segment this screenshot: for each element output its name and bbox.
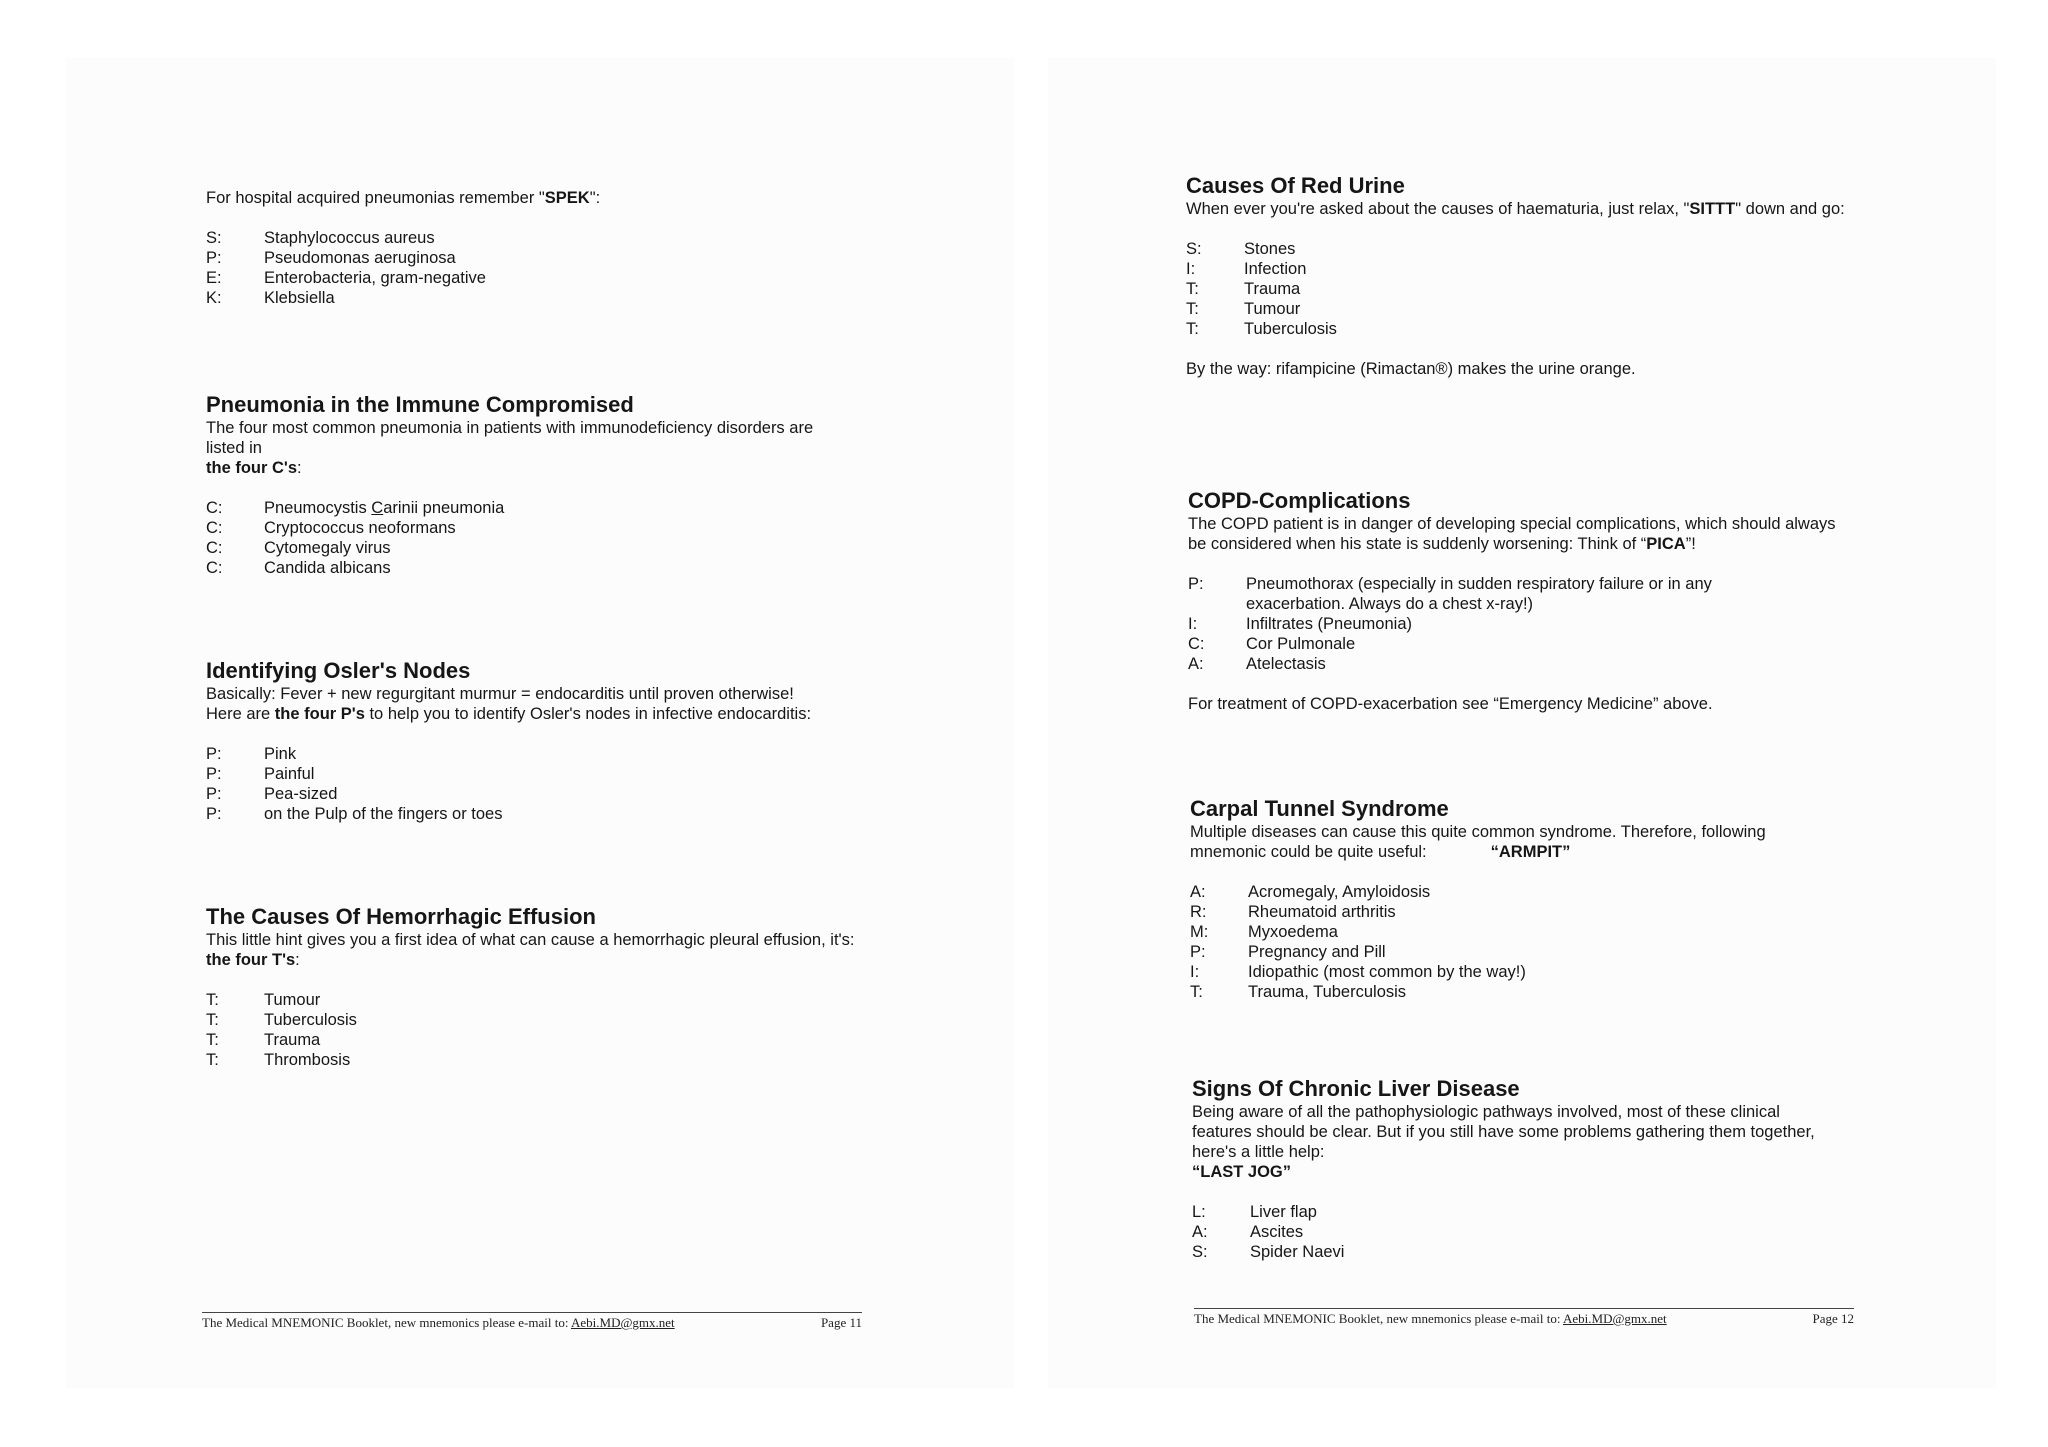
spek-intro-pre: For hospital acquired pneumonias remember " <box>206 189 545 207</box>
list-item <box>206 248 886 268</box>
list-item <box>206 990 906 1010</box>
footer-text <box>1194 1311 1667 1327</box>
copd-note: For treatment of COPD-exacerbation see “Emergency Medicine” above. <box>1188 695 1713 713</box>
page-footer <box>1194 1308 1854 1327</box>
list-item <box>206 288 886 308</box>
page-number: Page 11 <box>820 1315 862 1330</box>
list-item <box>1190 922 1850 942</box>
list-text: Ascites <box>1250 1223 1304 1241</box>
list-text: Enterobacteria, gram-negative <box>264 269 486 287</box>
list-text: Cor Pulmonale <box>1246 635 1356 653</box>
footer-email-link[interactable]: Aebi.MD@gmx.net <box>1562 1311 1667 1326</box>
list-item <box>1186 279 1846 299</box>
list-text: Rheumatoid arthritis <box>1248 903 1396 921</box>
immune-title: Pneumonia in the Immune Compromised <box>206 392 634 417</box>
list-text: on the Pulp of the fingers or toes <box>264 805 503 823</box>
liver-text: Being aware of all the pathophysiologic pathways involved, most of these clinical features should be clear. But if you still have some problems gathering them together, here's a little help: <box>1192 1103 1815 1161</box>
list-letter: S: <box>206 229 222 247</box>
page-12 <box>1048 58 1996 1388</box>
list-letter: T: <box>206 1051 219 1069</box>
list-item <box>206 498 906 518</box>
urine-title: Causes Of Red Urine <box>1186 173 1405 198</box>
list-letter: K: <box>206 289 222 307</box>
copd-list <box>1188 574 1848 674</box>
spek-intro-post: ": <box>589 189 601 207</box>
osler-line2-post: to help you to identify Osler's nodes in infective endocarditis: <box>364 705 812 723</box>
osler-list <box>206 744 926 824</box>
list-text-underlined: C <box>371 499 384 517</box>
urine-text-post: " down and go: <box>1735 200 1845 218</box>
effusion-title: The Causes Of Hemorrhagic Effusion <box>206 904 596 929</box>
copd-title: COPD-Complications <box>1188 488 1411 513</box>
list-letter: T: <box>1186 320 1199 338</box>
list-item <box>206 744 926 764</box>
footer-label: The Medical MNEMONIC Booklet, new mnemonics please e-mail to: <box>202 1315 571 1330</box>
effusion-lead-bold: the four T's <box>206 951 296 969</box>
list-letter: P: <box>206 805 222 823</box>
list-letter: S: <box>1192 1243 1208 1261</box>
liver-list <box>1192 1202 1852 1262</box>
copd-text-post: ”! <box>1685 535 1696 553</box>
list-item <box>206 1050 906 1070</box>
spek-section <box>206 188 886 308</box>
immune-lead <box>206 458 906 478</box>
immune-section <box>206 392 906 578</box>
list-letter: C: <box>206 559 223 577</box>
footer-text <box>202 1315 675 1331</box>
effusion-lead-post: : <box>295 951 300 969</box>
carpal-title: Carpal Tunnel Syndrome <box>1190 796 1449 821</box>
list-item <box>1186 239 1846 259</box>
list-text: Pregnancy and Pill <box>1248 943 1386 961</box>
immune-lead-bold: the four C's <box>206 459 298 477</box>
osler-line2 <box>206 704 926 724</box>
list-text: Painful <box>264 765 315 783</box>
list-text: Stones <box>1244 240 1296 258</box>
list-letter: P: <box>1188 575 1204 593</box>
copd-text <box>1188 514 1848 554</box>
urine-list <box>1186 239 1846 339</box>
list-item <box>1188 574 1848 614</box>
list-item <box>1190 882 1850 902</box>
page-11 <box>66 58 1014 1388</box>
list-letter: A: <box>1190 883 1206 901</box>
list-letter: P: <box>206 745 222 763</box>
list-letter: R: <box>1190 903 1207 921</box>
list-item <box>206 804 926 824</box>
list-text: Pea-sized <box>264 785 338 803</box>
list-letter: E: <box>206 269 222 287</box>
list-text: Trauma, Tuberculosis <box>1248 983 1407 1001</box>
list-letter: I: <box>1186 260 1196 278</box>
list-letter: A: <box>1188 655 1204 673</box>
effusion-list <box>206 990 906 1070</box>
list-letter: P: <box>206 785 222 803</box>
spek-intro-bold: SPEK <box>544 189 590 207</box>
liver-mnemonic: “LAST JOG” <box>1192 1163 1292 1181</box>
list-text: Staphylococcus aureus <box>264 229 435 247</box>
list-letter: L: <box>1192 1203 1206 1221</box>
list-item <box>1192 1222 1852 1242</box>
list-item <box>206 518 906 538</box>
list-letter: T: <box>206 991 219 1009</box>
list-item <box>1186 299 1846 319</box>
copd-text-pre: The COPD patient is in danger of developing special complications, which should always be considered when his state is suddenly worsening: Think of “ <box>1188 515 1836 553</box>
list-letter: P: <box>206 249 222 267</box>
urine-text-bold: SITTT <box>1689 200 1736 218</box>
list-text: Trauma <box>264 1031 321 1049</box>
list-text: Klebsiella <box>264 289 335 307</box>
effusion-section <box>206 904 906 1070</box>
carpal-line2-text: mnemonic could be quite useful: <box>1190 843 1427 861</box>
list-item <box>1192 1242 1852 1262</box>
list-text: Pink <box>264 745 297 763</box>
list-text: Idiopathic (most common by the way!) <box>1248 963 1526 981</box>
footer-email-link[interactable]: Aebi.MD@gmx.net <box>570 1315 675 1330</box>
list-text: Liver flap <box>1250 1203 1317 1221</box>
list-text-pre: Pneumocystis <box>264 499 372 517</box>
list-letter: A: <box>1192 1223 1208 1241</box>
list-item <box>1192 1202 1852 1222</box>
urine-text-pre: When ever you're asked about the causes of haematuria, just relax, " <box>1186 200 1690 218</box>
list-text: Pneumothorax (especially in sudden respiratory failure or in any exacerbation. Always do a chest x-ray!) <box>1246 575 1712 613</box>
liver-title: Signs Of Chronic Liver Disease <box>1192 1076 1520 1101</box>
list-item <box>1188 634 1848 654</box>
spek-list <box>206 228 886 308</box>
list-text: Acromegaly, Amyloidosis <box>1248 883 1431 901</box>
list-text: Trauma <box>1244 280 1301 298</box>
list-letter: S: <box>1186 240 1202 258</box>
osler-line1: Basically: Fever + new regurgitant murmur = endocarditis until proven otherwise! <box>206 685 794 703</box>
list-text: Atelectasis <box>1246 655 1326 673</box>
list-item <box>1188 654 1848 674</box>
list-text: Infiltrates (Pneumonia) <box>1246 615 1412 633</box>
immune-text: The four most common pneumonia in patients with immunodeficiency disorders are listed in <box>206 419 814 457</box>
copd-section <box>1188 488 1848 714</box>
list-letter: I: <box>1188 615 1198 633</box>
urine-note: By the way: rifampicine (Rimactan®) makes the urine orange. <box>1186 360 1636 378</box>
list-text: Myxoedema <box>1248 923 1338 941</box>
list-letter: T: <box>1186 300 1199 318</box>
page-footer <box>202 1312 862 1331</box>
list-letter: P: <box>1190 943 1206 961</box>
list-item <box>1186 319 1846 339</box>
list-text <box>264 498 504 518</box>
list-item <box>206 1010 906 1030</box>
list-text: Pseudomonas aeruginosa <box>264 249 456 267</box>
list-text: Tumour <box>1244 300 1301 318</box>
carpal-line2 <box>1190 842 1850 862</box>
list-item <box>1186 259 1846 279</box>
liver-section <box>1192 1076 1852 1262</box>
copd-text-bold: PICA <box>1646 535 1686 553</box>
list-item <box>206 558 906 578</box>
list-letter: I: <box>1190 963 1200 981</box>
list-text: Tuberculosis <box>264 1011 357 1029</box>
list-item <box>206 764 926 784</box>
list-letter: T: <box>206 1031 219 1049</box>
list-text: Candida albicans <box>264 559 391 577</box>
list-text-post: arinii pneumonia <box>383 499 505 517</box>
carpal-section <box>1190 796 1850 1002</box>
list-text: Thrombosis <box>264 1051 351 1069</box>
list-text: Cryptococcus neoformans <box>264 519 456 537</box>
immune-lead-post: : <box>297 459 302 477</box>
list-item <box>1190 962 1850 982</box>
urine-text <box>1186 199 1846 219</box>
osler-title: Identifying Osler's Nodes <box>206 658 471 683</box>
list-item <box>1190 902 1850 922</box>
carpal-list <box>1190 882 1850 1002</box>
list-item <box>206 1030 906 1050</box>
page-number: Page 12 <box>1812 1311 1854 1326</box>
list-letter: P: <box>206 765 222 783</box>
list-letter: C: <box>206 519 223 537</box>
osler-section <box>206 658 926 824</box>
list-item <box>206 784 926 804</box>
carpal-line1: Multiple diseases can cause this quite common syndrome. Therefore, following <box>1190 823 1766 841</box>
list-text: Tuberculosis <box>1244 320 1337 338</box>
list-text: Spider Naevi <box>1250 1243 1345 1261</box>
list-item <box>206 228 886 248</box>
spek-intro <box>206 188 886 208</box>
osler-line2-pre: Here are <box>206 705 275 723</box>
red-urine-section <box>1186 173 1846 379</box>
list-letter: T: <box>1186 280 1199 298</box>
carpal-mnemonic: “ARMPIT” <box>1490 843 1571 861</box>
list-item <box>206 268 886 288</box>
list-item <box>1190 942 1850 962</box>
list-letter: C: <box>206 499 223 517</box>
list-letter: T: <box>206 1011 219 1029</box>
list-item <box>206 538 906 558</box>
effusion-text: This little hint gives you a first idea of what can cause a hemorrhagic pleural effusion, it's: <box>206 931 855 949</box>
list-text: Tumour <box>264 991 321 1009</box>
list-letter: C: <box>206 539 223 557</box>
list-item <box>1188 614 1848 634</box>
list-letter: T: <box>1190 983 1203 1001</box>
list-item <box>1190 982 1850 1002</box>
list-text: Infection <box>1244 260 1307 278</box>
effusion-lead <box>206 950 906 970</box>
list-text: Cytomegaly virus <box>264 539 391 557</box>
list-letter: C: <box>1188 635 1205 653</box>
immune-list <box>206 498 906 578</box>
footer-label: The Medical MNEMONIC Booklet, new mnemonics please e-mail to: <box>1194 1311 1563 1326</box>
osler-line2-bold: the four P's <box>274 705 365 723</box>
list-letter: M: <box>1190 923 1209 941</box>
